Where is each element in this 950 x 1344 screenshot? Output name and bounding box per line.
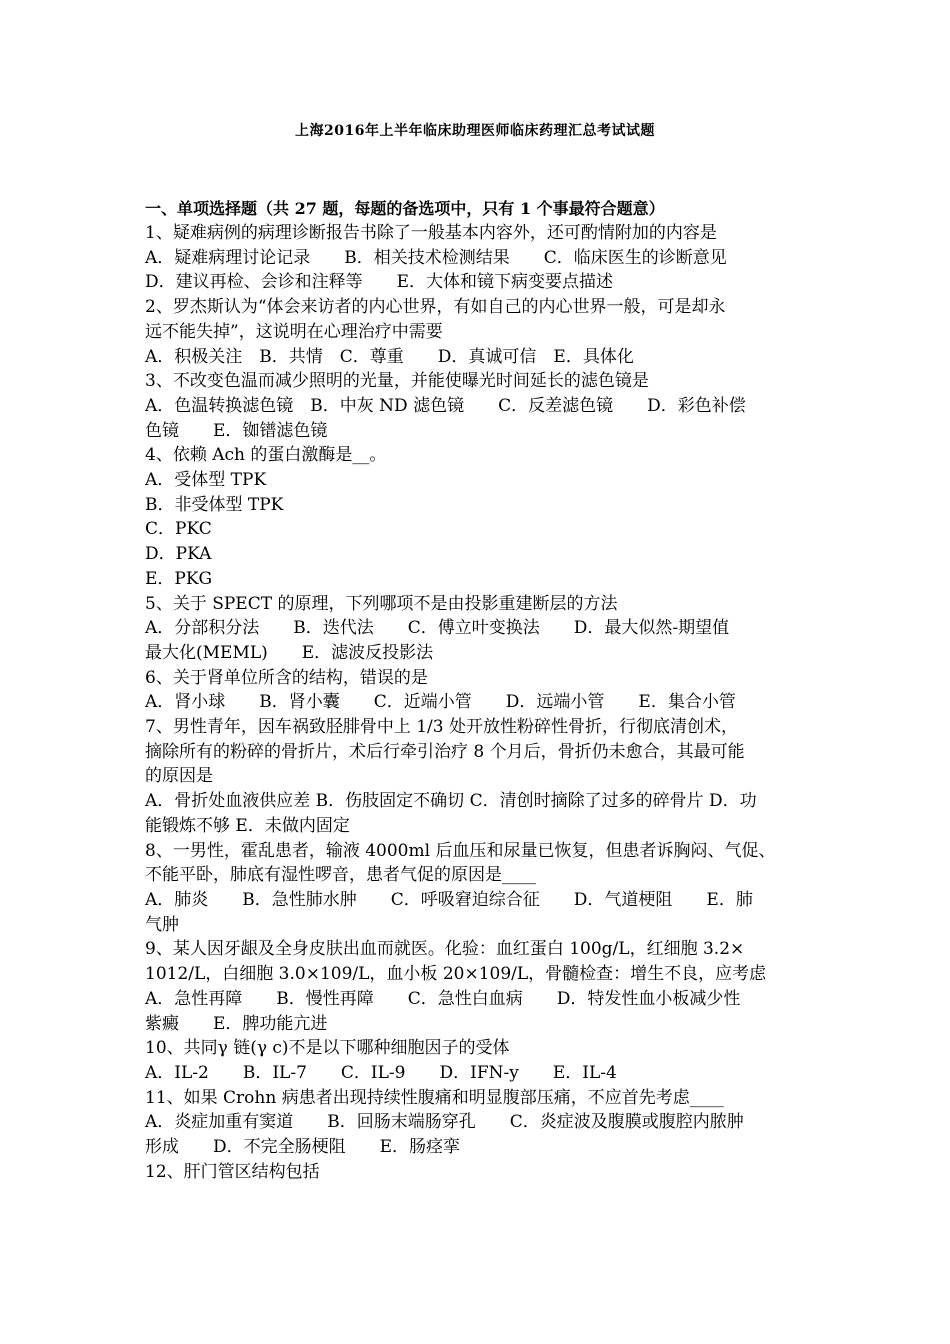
- question-9-stem: 9、某人因牙龈及全身皮肤出血而就医。化验：血红蛋白 100g/L，红细胞 3.2×: [145, 939, 745, 960]
- question-7-options: 能锻炼不够 E．未做内固定: [145, 815, 350, 836]
- question-10-options: A．IL-2 B．IL-7 C．IL-9 D．IFN-y E．IL-4: [145, 1062, 617, 1083]
- question-11-options: 形成 D．不完全肠梗阻 E．肠痉挛: [145, 1137, 461, 1158]
- question-8-options: 气肿: [145, 914, 179, 935]
- question-4-option: D．PKA: [145, 544, 212, 565]
- section-heading: 一、单项选择题（共 27 题，每题的备选项中，只有 1 个事最符合题意）: [145, 199, 665, 218]
- question-6-options: A．肾小球 B．肾小囊 C．近端小管 D．远端小管 E．集合小管: [145, 692, 736, 713]
- question-3-stem: 3、不改变色温而减少照明的光量，并能使曝光时间延长的滤色镜是: [145, 371, 649, 392]
- question-10-stem: 10、共同γ 链(γ c)不是以下哪种细胞因子的受体: [145, 1038, 510, 1059]
- question-11-options: A．炎症加重有窦道 B．回肠末端肠穿孔 C．炎症波及腹膜或腹腔内脓肿: [145, 1112, 744, 1133]
- question-4-option: A．受体型 TPK: [145, 470, 267, 491]
- question-2-stem: 2、罗杰斯认为“体会来访者的内心世界，有如自己的内心世界一般，可是却永: [145, 297, 726, 318]
- question-7-stem: 摘除所有的粉碎的骨折片，术后行牵引治疗 8 个月后，骨折仍未愈合，其最可能: [145, 741, 745, 762]
- question-5-stem: 5、关于 SPECT 的原理，下列哪项不是由投影重建断层的方法: [145, 593, 618, 614]
- document-title: 上海2016年上半年临床助理医师临床药理汇总考试试题: [295, 123, 655, 139]
- question-3-options: 色镜 E．铷镨滤色镜: [145, 420, 328, 441]
- question-9-stem: 1012/L，白细胞 3.0×109/L，血小板 20×109/L，骨髓检查：增生不良，应考虑: [145, 964, 767, 985]
- question-4-option: B．非受体型 TPK: [145, 494, 284, 515]
- question-4-option: E．PKG: [145, 568, 213, 589]
- question-1-options: D．建议再检、会诊和注释等 E．大体和镜下病变要点描述: [145, 272, 614, 293]
- question-8-options: A．肺炎 B．急性肺水肿 C．呼吸窘迫综合征 D．气道梗阻 E．肺: [145, 889, 753, 910]
- question-9-options: 紫癜 E．脾功能亢进: [145, 1013, 328, 1034]
- question-5-options: A．分部积分法 B．迭代法 C．傅立叶变换法 D．最大似然-期望值: [145, 618, 730, 639]
- question-7-options: A．骨折处血液供应差 B．伤肢固定不确切 C．清创时摘除了过多的碎骨片 D．功: [145, 791, 757, 812]
- question-4-stem: 4、依赖 Ach 的蛋白激酶是__。: [145, 445, 387, 466]
- question-2-stem: 远不能失掉”，这说明在心理治疗中需要: [145, 321, 443, 342]
- question-9-options: A．急性再障 B．慢性再障 C．急性白血病 D．特发性血小板减少性: [145, 988, 741, 1009]
- question-5-options: 最大化(MEML) E．滤波反投影法: [145, 642, 434, 663]
- question-2-options: A．积极关注 B．共情 C．尊重 D．真诚可信 E．具体化: [145, 346, 634, 367]
- question-4-option: C．PKC: [145, 519, 212, 540]
- question-7-stem: 7、男性青年，因车祸致胫腓骨中上 1/3 处开放性粉碎性骨折，行彻底清创术，: [145, 717, 738, 738]
- question-6-stem: 6、关于肾单位所含的结构，错误的是: [145, 667, 428, 688]
- question-8-stem: 不能平卧，肺底有湿性啰音，患者气促的原因是____: [145, 865, 536, 886]
- question-7-stem: 的原因是: [145, 766, 213, 787]
- question-11-stem: 11、如果 Crohn 病患者出现持续性腹痛和明显腹部压痛，不应首先考虑____: [145, 1087, 724, 1108]
- question-1-stem: 1、疑难病例的病理诊断报告书除了一般基本内容外，还可酌情附加的内容是: [145, 223, 717, 243]
- question-3-options: A．色温转换滤色镜 B．中灰 ND 滤色镜 C．反差滤色镜 D．彩色补偿: [145, 395, 746, 416]
- question-1-options: A．疑难病理讨论记录 B．相关技术检测结果 C．临床医生的诊断意见: [145, 247, 727, 268]
- question-12-stem: 12、肝门管区结构包括: [145, 1161, 320, 1182]
- document-body: [145, 196, 805, 1184]
- question-8-stem: 8、一男性，霍乱患者，输液 4000ml 后血压和尿量已恢复，但患者诉胸闷、气促、: [145, 840, 776, 861]
